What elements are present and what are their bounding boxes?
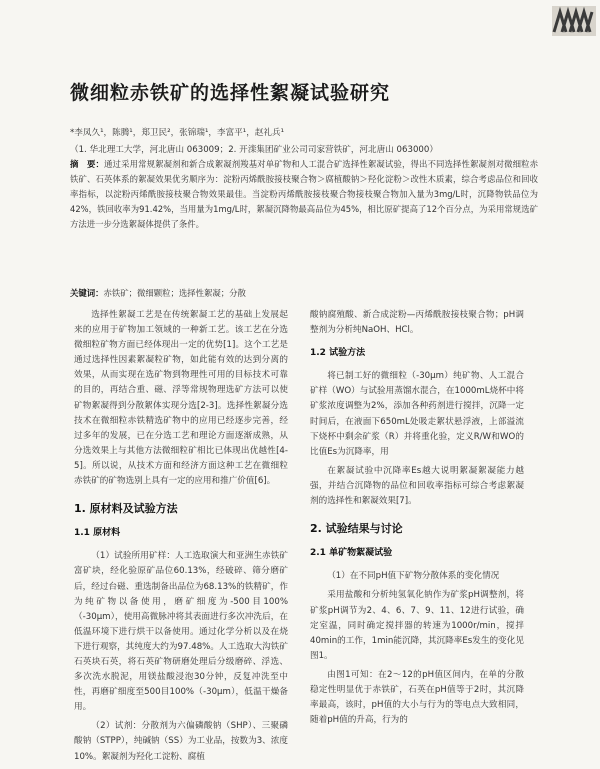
materials-paragraph-2: （2）试剂：分散剂为六偏磷酸钠（SHP）、三聚磷酸钠（STPP），纯碱钠（SS）为工业品，按数为3、浓度10%。絮凝剂为羟化工淀粉、腐植 [74, 721, 288, 762]
keywords-block [70, 287, 246, 299]
method-paragraph-2: 在絮凝试验中沉降率Es越大说明絮凝絮凝能力越强，并结合沉降物的品位和回收率指标可综合考虑絮凝剂的选择性和絮凝效果[7]。 [310, 465, 524, 507]
section-heading-materials-methods: 1. 原材料及试验方法 [74, 502, 178, 516]
abstract-block [70, 157, 538, 232]
results-paragraph-3: 由图1可知：在2～12的pH值区间内，在单的分散稳定性明显优于赤铁矿，石英在pH值等于2时，其沉降率最高，该时，pH值的大小与行为的等电点大致相同，随着pH值的升高，行为的 [310, 669, 524, 726]
method-paragraph-1: 将已制工好的微细粒（-30μm）纯矿物、人工混合矿样（WO）与试验用蒸馏水混合，在1000mL烧杯中将矿浆浓度调整为2%，添加各种药剂进行搅拌，沉降一定时间后，在液面下650mL处吸走絮状悬浮液，上部溢流下烧杯中剩余矿浆（R）并将重化验，定义R/W和WO的比值Es为沉降率，用 [310, 371, 524, 457]
subsection-heading-materials: 1.1 原材料 [74, 528, 121, 539]
results-paragraph-2: 采用盐酸和分析纯氢氧化钠作为矿浆pH调整剂，将矿浆pH调节为2、4、6、7、9、11、12进行试验，确定室温，同时确定搅拌器的转速为1000r/min，搅拌40min的工作，1min能沉降，其沉降率Es发生的变化见图1。 [310, 590, 524, 661]
author-list: *李凤久¹，陈腾¹，郑卫民²，张锦瑞¹，李富平¹，赵礼兵¹ [70, 128, 285, 138]
abstract-label: 摘 要： [70, 159, 105, 169]
materials-paragraph-1: （1）试验所用矿样：人工选取演大和亚洲生赤铁矿富矿块，经化验原矿品位60.13%，经破碎、筛分磨矿后，经过台磁、重选制备出品位为68.13%的铁精矿，作为纯矿物以备使用，磨矿细度为-500目100%（-30μm），使用高微脉冲将其表面进行多次冲洗后，在低温环境下进行烘干以备使用。通过化学分析以及在烧下进行观察，其纯度大约为97.48%。人工选取大沟铁矿石英块石英，将石英矿物研磨处理后分级磨碎、浮选、多次洗水脱泥，用镁盐酸浸泡30分钟，反复冲洗至中性，再磨矿细度至500目100%（-30μm），低温干燥备用。 [74, 551, 288, 713]
right-column [310, 308, 524, 732]
intro-paragraph: 选择性絮凝工艺是在传统絮凝工艺的基础上发展起来的应用于矿物加工领域的一种新工艺。该工艺在分选微细粒矿物方面已经体现出一定的优势[1]。这个工艺是通过选择性因素絮凝粒矿物，如此能有效的达到分离的效果，从而实现在选矿物到物理性可用的目标技术可靠的目的，再结合重、磁、浮等常规物理选矿方法可以使矿物絮凝得到分散絮体实现分选[2-3]。选择性絮凝分选技术在微细粒赤铁精选矿物中的应用已经逐步完善，经过多年的发展，已在分选工艺和理论方面逐渐成熟，从分选效果上与其他方法微细粒矿相比已体现出优越性[4-5]。所以说，从技术方面和经济方面这种工艺在微细粒赤铁矿的矿物选别上具有一定的应用和推广价值[6]。 [74, 310, 288, 487]
left-column [74, 308, 288, 769]
journal-logo [552, 6, 596, 36]
paper-title: 微细粒赤铁矿的选择性絮凝试验研究 [70, 82, 391, 104]
affiliations: （1. 华北理工大学，河北唐山 063009；2. 开滦集团矿业公司司家营铁矿，河北唐山 063000） [70, 145, 438, 155]
results-paragraph-1: （1）在不同pH值下矿物分散体系的变化情况 [327, 571, 500, 582]
materials-continuation: 酸钠腐殖酸、新合成淀粉—丙烯酰胺接枝聚合物；pH调整剂为分析纯NaOH、HCl。 [310, 310, 524, 336]
keywords-text: 赤铁矿；微细颗粒；选择性絮凝；分散 [103, 288, 246, 298]
abstract-text: 通过采用常规絮凝剂和新合成絮凝剂羧基对单矿物和人工混合矿选择性絮凝试验，得出不同选择性絮凝剂对微细粒赤铁矿、石英体系的絮凝效果优劣顺序为：淀粉丙烯酰胺接枝聚合物＞腐植酸钠＞羟化淀粉＞改性木质素，综合考虑品位和回收率指标，以淀粉丙烯酰胺接枝聚合物效果最佳。当淀粉丙烯酰胺接枝聚合物接枝聚合物加入量为3mg/L时，沉降物铁品位为42%，铁回收率为91.42%，当用量为1mg/L时，絮凝沉降物最高品位为45%，相比原矿提高了12个百分点，为采用常规选矿方法进一步分选絮凝体提供了条件。 [70, 159, 538, 229]
keywords-label: 关键词： [70, 288, 104, 298]
subsection-heading-single-mineral: 2.1 单矿物絮凝试验 [310, 548, 393, 559]
section-heading-results: 2. 试验结果与讨论 [310, 522, 403, 536]
subsection-heading-method: 1.2 试验方法 [310, 348, 366, 359]
